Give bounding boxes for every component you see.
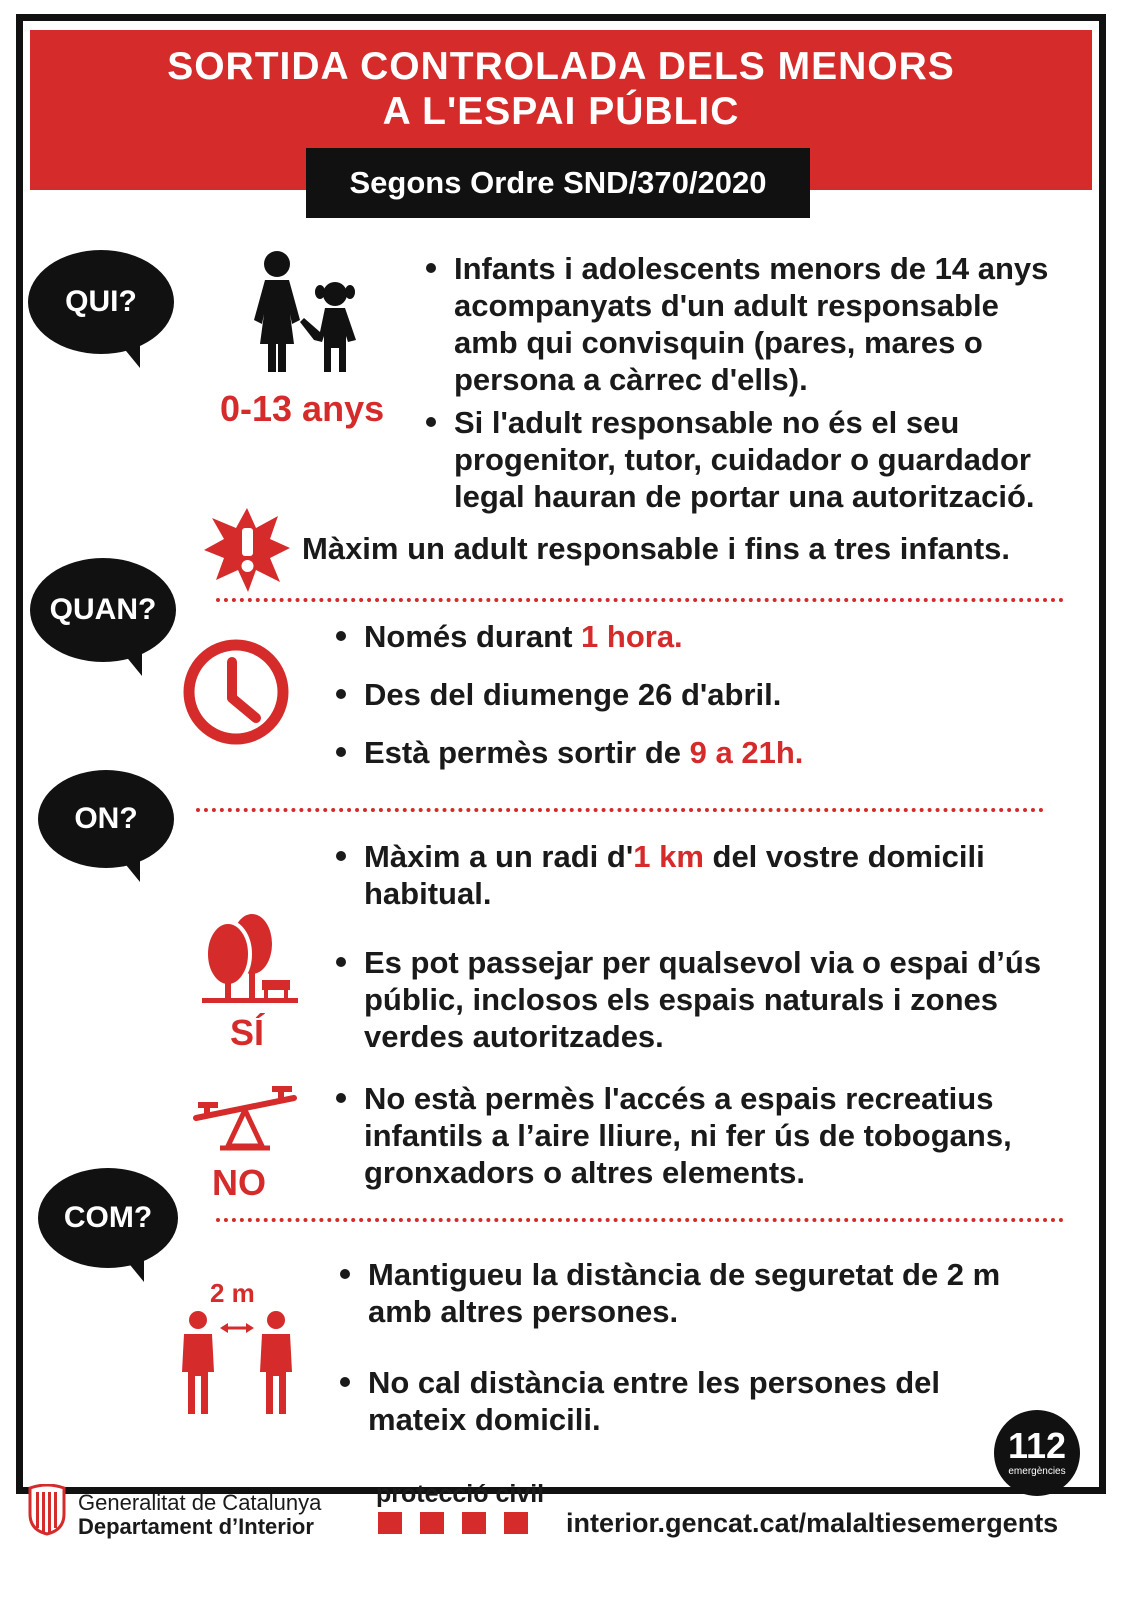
qui-bubble xyxy=(28,250,174,354)
social-distance-icon xyxy=(176,1310,298,1420)
quan-bubble xyxy=(30,558,176,662)
divider-1 xyxy=(216,598,1064,602)
department-name: Departament d’Interior xyxy=(78,1514,314,1539)
adult-child-icon xyxy=(240,248,370,378)
page-title xyxy=(30,44,1092,134)
on-bubble-label: ON? xyxy=(74,802,138,835)
park-trees-icon xyxy=(200,910,300,1006)
warning-burst-icon xyxy=(204,506,290,592)
allowed-label: SÍ xyxy=(230,1012,265,1053)
title-line-2: A L'ESPAI PÚBLIC xyxy=(382,90,740,133)
com-bubble-label: COM? xyxy=(63,1201,153,1234)
pc-square-3 xyxy=(462,1512,486,1534)
divider-2 xyxy=(196,808,1044,812)
subtitle-bar: Segons Ordre SND/370/2020 xyxy=(306,148,810,218)
proteccio-civil-label: protecció civil xyxy=(376,1480,545,1508)
not-allowed-label: NO xyxy=(212,1162,266,1203)
emergency-112-badge: 112 emergències xyxy=(994,1410,1080,1496)
quan-bubble-label: QUAN? xyxy=(49,593,157,626)
seesaw-icon xyxy=(190,1074,300,1152)
com-bubble xyxy=(38,1168,178,1268)
pc-square-2 xyxy=(420,1512,444,1534)
website-url[interactable]: interior.gencat.cat/malaltiesemergents xyxy=(566,1508,1059,1538)
clock-icon xyxy=(180,636,292,748)
qui-bubble-label: QUI? xyxy=(65,285,137,318)
max-adults-warning: Màxim un adult responsable i fins a tres infants. xyxy=(302,531,1010,566)
on-bubble xyxy=(38,770,174,868)
pc-square-1 xyxy=(378,1512,402,1534)
gov-name: Generalitat de Catalunya xyxy=(78,1490,322,1515)
title-line-1: SORTIDA CONTROLADA DELS MENORS xyxy=(167,45,955,88)
age-range-label: 0-13 anys xyxy=(220,388,385,429)
pc-square-4 xyxy=(504,1512,528,1534)
divider-3 xyxy=(216,1218,1064,1222)
generalitat-logo-icon xyxy=(26,1484,68,1536)
distance-label: 2 m xyxy=(210,1278,255,1308)
